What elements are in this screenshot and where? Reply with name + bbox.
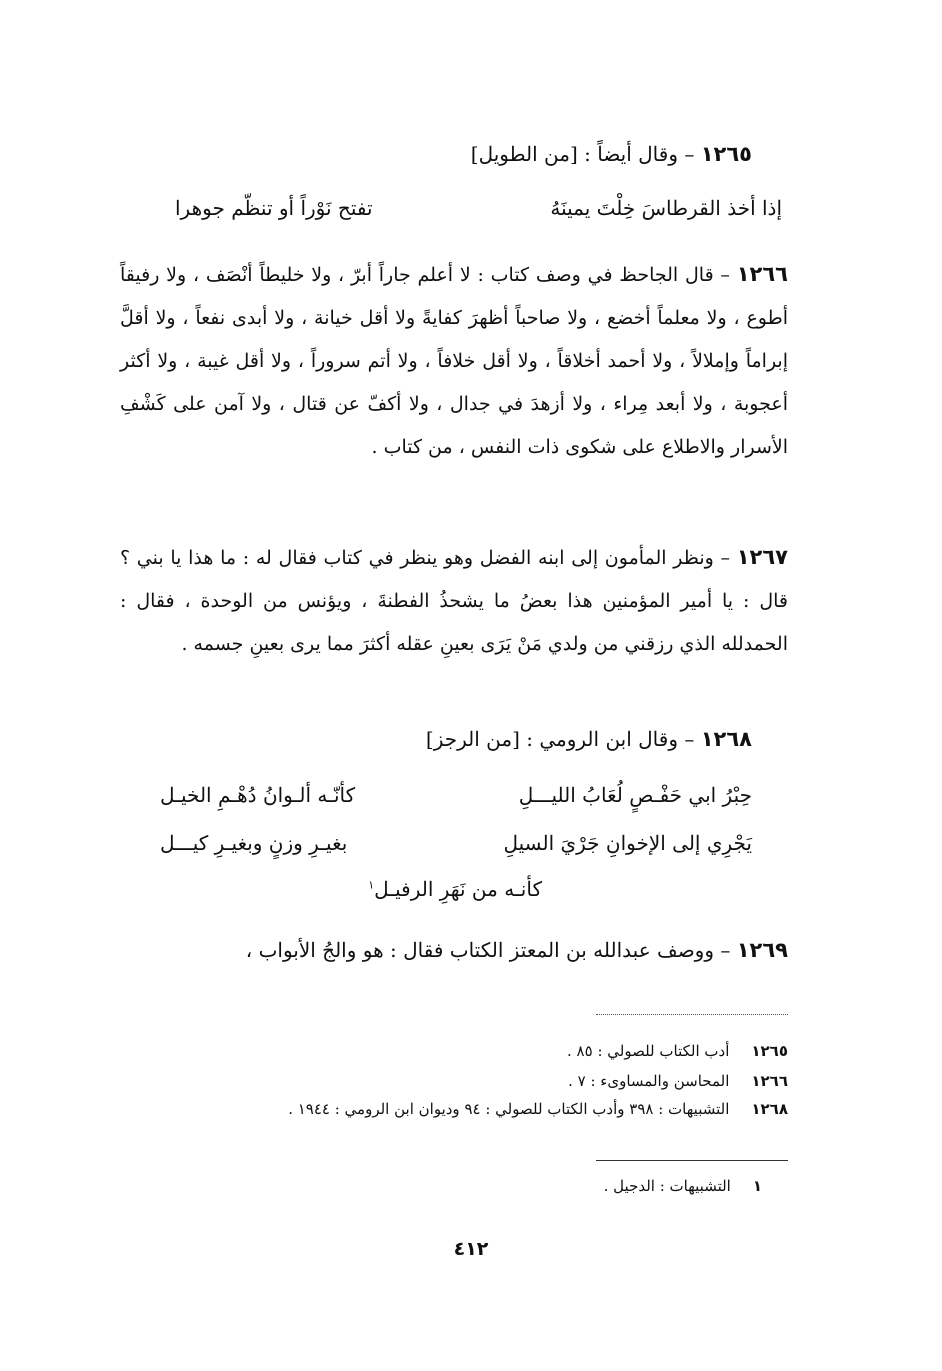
entry-number: ١٢٦٥ [700, 142, 752, 166]
source-number: ١٢٦٦ [751, 1072, 788, 1090]
source-text: المحاسن والمساوىء : ٧ . [568, 1072, 730, 1090]
entry-number: ١٢٦٨ [700, 727, 752, 751]
page-number: ٤١٢ [453, 1238, 489, 1260]
verse-hemistich: تفتح نَوْراً أو تنظّم جوهرا [175, 196, 373, 220]
source-text: التشبيهات : ٣٩٨ وأدب الكتاب للصولي : ٩٤ وديوان ابن الرومي : ١٩٤٤ . [288, 1100, 730, 1118]
entry-1265-heading [471, 142, 752, 166]
verse-hemistich: يَجْرِي إلى الإخوانِ جَرْيَ السيلِ [503, 831, 752, 855]
entry-text: – قال الجاحظ في وصف كتاب : لا أعلم جاراً أبرّ ، ولا خليطاً أنْصَف ، ولا رفيقاً أطوع ، ولا معلماً أخضع ، ولا صاحباً أظهرَ كفايةً ولا أقل خيانة ، ولا أبدى نفعاً ، ولا أقلَّ إبراماً وإملالاً ، ولا أحمد أخلاقاً ، ولا أقل خلافاً ، ولا أتم سروراً ، ولا أقل غيبة ، ولا أكثر أعجوبة ، ولا أبعد مِراء ، ولا أزهدَ في جدال ، ولا أكفّ عن قتال ، ولا آمن على كَشْفِ الأسرار والاطلاع على شكوى ذات النفس ، من كتاب . [120, 264, 788, 458]
source-number: ١٢٦٨ [751, 1100, 788, 1118]
verse-hemistich: كأنّـه ألـوانُ دُهْـمِ الخيـل [160, 783, 356, 807]
entry-number: ١٢٦٦ [736, 262, 788, 286]
footnote-number: ١ [752, 1177, 762, 1195]
footnote-separator [596, 1014, 788, 1015]
verse-hemistich: إذا أخذ القرطاسَ خِلْتَ يمينَهُ [550, 196, 782, 220]
entry-1266 [120, 253, 788, 469]
entry-text: – ونظر المأمون إلى ابنه الفضل وهو ينظر في كتاب فقال له : ما هذا يا بني ؟ قال : يا أمير المؤمنين هذا بعضُ ما يشحذُ الفطنةَ ، ويؤنس من الوحدة ، فقال : الحمدلله الذي رزقني من ولدي مَنْ يَرَى بعينِ عقله أكثرَ مما يرى بعينِ جسمه . [120, 547, 788, 655]
entry-1268-heading [426, 727, 752, 751]
verse-hemistich [368, 877, 542, 901]
verse-text: كأنـه من نَهَرِ الرفيـل [374, 877, 542, 901]
footnote-mark: ١ [368, 878, 375, 892]
footnote [604, 1177, 762, 1195]
entry-text: – ووصف عبدالله بن المعتز الكتاب فقال : هو والجُ الأبواب ، [245, 938, 731, 962]
entry-1267 [120, 536, 788, 666]
entry-text: – وقال ابن الرومي : [من الرجز] [425, 727, 695, 751]
source-note [288, 1100, 788, 1118]
verse-hemistich: بغيـرِ وزنٍ وبغيـرِ كيـــل [160, 831, 348, 855]
source-number: ١٢٦٥ [751, 1042, 788, 1060]
source-note [567, 1042, 788, 1060]
footnote-text: التشبيهات : الدجيل . [603, 1177, 731, 1195]
verse-hemistich: حِبْرُ ابي حَفْـصٍ لُعَابُ الليـــلِ [518, 783, 752, 807]
entry-1269-heading [246, 938, 788, 962]
entry-number: ١٢٦٧ [736, 545, 788, 569]
entry-text: – وقال أيضاً : [من الطويل] [470, 142, 695, 166]
source-note [568, 1072, 788, 1090]
entry-number: ١٢٦٩ [736, 938, 788, 962]
note-separator [596, 1160, 788, 1161]
source-text: أدب الكتاب للصولي : ٨٥ . [567, 1042, 730, 1060]
